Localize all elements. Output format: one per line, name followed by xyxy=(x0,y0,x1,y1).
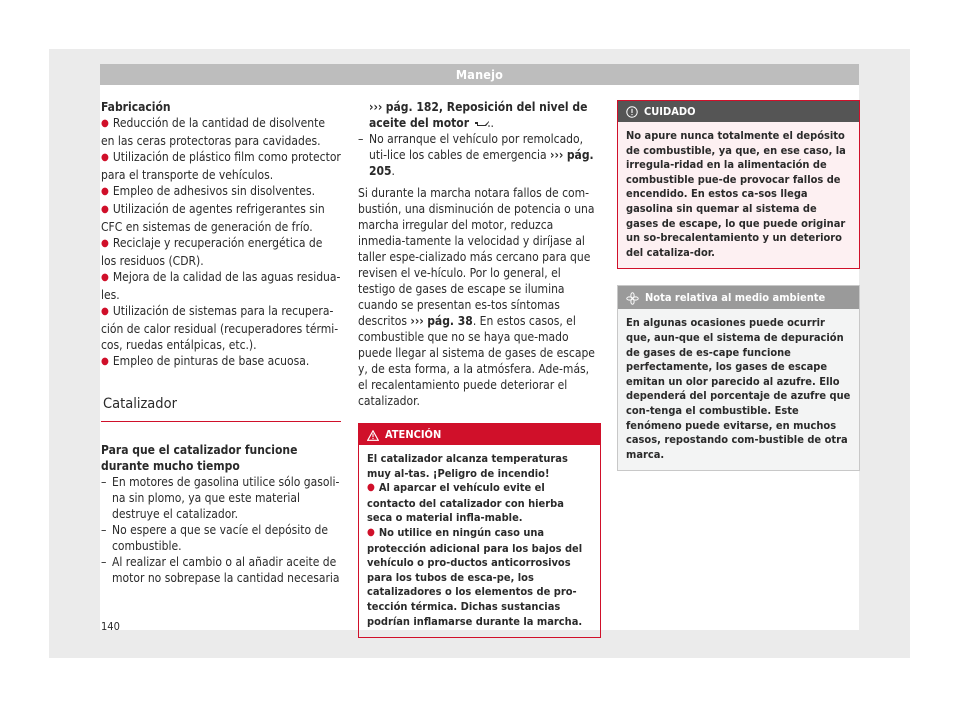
list-item xyxy=(101,235,341,269)
list-item xyxy=(101,353,341,371)
environment-note-box xyxy=(617,285,860,471)
page-link[interactable]: pág. 205 xyxy=(369,148,594,178)
dash-item-text: Al realizar el cambio o al añadir aceite de motor no sobrepase la cantidad necesaria xyxy=(112,555,340,585)
middle-column xyxy=(358,99,601,638)
fabrication-heading: Fabricación xyxy=(101,100,171,114)
warning-title: ATENCIÓN xyxy=(385,428,442,441)
environment-note-body: En algunas ocasiones puede ocurrir que, aun-que el sistema de depuración de gases de es-cape funcione perfectamente, los gases de escape emitan un olor parecido al azufre. Ello dependerá del porcentaje de azufre que con-tenga el combustible. Este fenómeno puede evitarse, en muchos casos, repostando com-bustible de otra marca. xyxy=(618,309,859,470)
list-item-text: Utilización de plástico film como protector para el transporte de vehículos. xyxy=(101,150,341,182)
list-item xyxy=(101,115,341,149)
paragraph xyxy=(358,185,601,409)
dash-item-text: No arranque el vehículo por remolcado, uti-lice los cables de emergencia xyxy=(369,132,584,162)
list-item xyxy=(101,183,341,201)
continued-reference xyxy=(358,99,601,131)
caution-title: CUIDADO xyxy=(644,105,696,118)
warning-item xyxy=(367,481,592,526)
list-item-text: Utilización de sistemas para la recupera-ción de calor residual (recuperadores térmi-cos, ruedas entálpicas, etc.). xyxy=(101,304,339,352)
list-item-text: Empleo de pinturas de base acuosa. xyxy=(112,354,310,368)
dash-item-text: No espere a que se vacíe el depósito de combustible. xyxy=(112,523,329,553)
warning-item xyxy=(367,526,592,629)
ref-end: . xyxy=(391,164,395,178)
sub-heading: Para que el catalizador funcione durante mucho tiempo xyxy=(101,443,298,473)
paragraph-text: . En estos casos, el combustible que no se haya que-mado puede llegar al sistema de gases de escape y, de esta forma, a la atmósfera. Ade-más, el recalentamiento puede deteriorar el catalizador. xyxy=(358,314,595,408)
oil-can-icon xyxy=(474,119,490,128)
list-item xyxy=(101,303,341,353)
warning-header xyxy=(359,424,600,445)
caution-box xyxy=(617,100,860,269)
ref-end: . xyxy=(490,116,494,130)
page-link[interactable]: pág. 38 xyxy=(427,314,473,328)
ref-arrow: ››› xyxy=(369,100,383,114)
list-item-text: Mejora de la calidad de las aguas residua-les. xyxy=(101,270,341,302)
section-title-text: Catalizador xyxy=(103,396,177,412)
warning-box xyxy=(358,423,601,638)
dash-item-text: En motores de gasolina utilice sólo gasoli-na sin plomo, ya que este material destruye el catalizador. xyxy=(112,475,340,521)
list-item-text: Reducción de la cantidad de disolvente en las ceras protectoras para cavidades. xyxy=(101,116,326,148)
caution-header xyxy=(618,101,859,122)
exclamation-circle-icon xyxy=(626,106,638,118)
list-item xyxy=(101,201,341,235)
list-item xyxy=(101,149,341,183)
list-item-text: Utilización de agentes refrigerantes sin CFC en sistemas de generación de frío. xyxy=(101,202,325,234)
warning-triangle-icon xyxy=(367,430,379,441)
warning-item-text: Al aparcar el vehículo evite el contacto del catalizador con hierba seca o material infla-mable. xyxy=(367,481,564,525)
chapter-header xyxy=(100,64,859,85)
list-item xyxy=(101,269,341,303)
section-title xyxy=(101,395,341,422)
paragraph-text: Si durante la marcha notara fallos de com-bustión, una disminución de potencia o una marcha irregular del motor, reduzca inmedia-tamente la velocidad y diríjase al taller espe-cializado más cercano para que revisen el ve-hículo. Por lo general, el testigo de gases de escape se ilumina cuando se presentan es-tos síntomas descritos xyxy=(358,186,595,328)
chapter-title: Manejo xyxy=(455,67,504,82)
warning-item-text: No utilice en ningún caso una protección adicional para los bajos del vehículo o pro-ductos anticorrosivos para los tubos de esca-pe, los catalizadores o los elementos de pro-tección térmica. Dichas sustancias podrían inflamarse durante la marcha. xyxy=(367,525,583,628)
list-item-text: Reciclaje y recuperación energética de los residuos (CDR). xyxy=(101,236,323,268)
ref-arrow: ››› xyxy=(410,314,424,328)
ref-arrow: ››› xyxy=(550,148,564,162)
warning-intro: El catalizador alcanza temperaturas muy al-tas. ¡Peligro de incendio! xyxy=(367,452,568,480)
right-column xyxy=(617,100,860,471)
dash-item: – No espere a que se vacíe el depósito de combustible. xyxy=(101,523,329,553)
left-column xyxy=(101,99,341,586)
flower-icon xyxy=(626,292,639,305)
warning-body xyxy=(359,445,600,637)
environment-note-header xyxy=(618,286,859,309)
list-item-text: Empleo de adhesivos sin disolventes. xyxy=(112,184,316,198)
dash-item: – No arranque el vehículo por remolcado, uti-lice los cables de emergencia ››› pág. 205. xyxy=(358,132,594,178)
environment-note-title: Nota relativa al medio ambiente xyxy=(645,291,826,305)
dash-item: – En motores de gasolina utilice sólo gasoli-na sin plomo, ya que este material destruye el catalizador. xyxy=(101,475,340,521)
dash-item: – Al realizar el cambio o al añadir aceite de motor no sobrepase la cantidad necesaria xyxy=(101,555,340,585)
page-number: 140 xyxy=(101,620,120,633)
caution-body: No apure nunca totalmente el depósito de combustible, ya que, en ese caso, la irregula-ridad en la alimentación de combustible pue-de provocar fallos de encendido. En estos ca-sos llega gasolina sin quemar al sistema de gases de escape, lo que puede originar un so-brecalentamiento y un deterioro del cataliza-dor. xyxy=(618,122,859,268)
page-link[interactable]: pág. 182, Reposición del nivel de aceite del motor xyxy=(369,100,588,130)
